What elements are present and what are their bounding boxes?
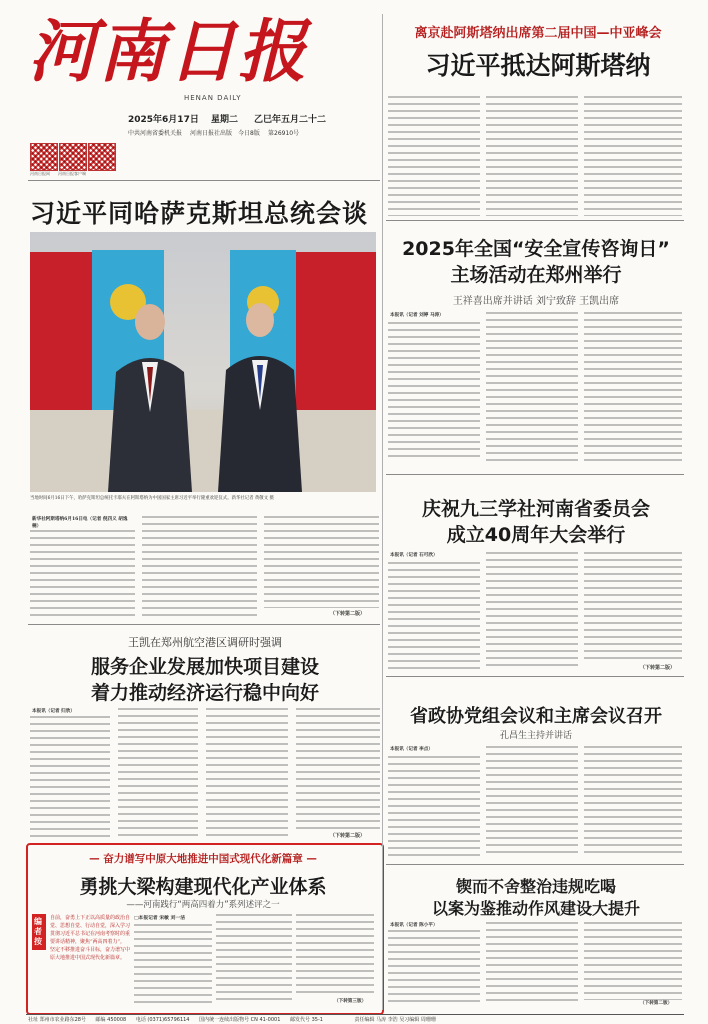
safety-headline-2: 主场活动在郑州举行 — [450, 264, 622, 286]
lead-body — [30, 530, 135, 620]
series-body — [134, 924, 212, 1004]
series-headline: 勇挑大梁构建现代化产业体系 — [79, 876, 327, 898]
jiusan-headline: 庆祝九三学社河南省委员会 — [421, 498, 650, 520]
lead-byline: 新华社阿斯塔纳6月16日电（记者 倪四义 胡逸楠） — [32, 517, 128, 529]
continued-note: （下转第三版） — [334, 999, 367, 1004]
series-body — [296, 914, 374, 996]
airport-byline: 本报讯（记者 归欣） — [32, 709, 75, 714]
qr-code-icon[interactable] — [59, 143, 87, 171]
rectify-body — [486, 922, 578, 1006]
cppcc-subhead: 孔昌生主持并讲话 — [499, 731, 572, 741]
issue-date: 2025年6月17日 — [128, 115, 199, 125]
series-kicker: — 奋力谱写中原大地推进中国式现代化新篇章 — — [89, 853, 317, 865]
footer-phone: 电话 (0371)65796114 — [135, 1017, 190, 1023]
series-byline: □本报记者 宋敏 刘一洁 — [134, 915, 186, 921]
editor-note-label: 编者按 — [32, 914, 46, 950]
airport-body — [296, 708, 380, 830]
lead-photo — [30, 232, 376, 492]
qr-caption: 河南日报客户端 — [58, 171, 86, 176]
flags-and-leaders — [30, 232, 376, 492]
series-body — [216, 914, 292, 1004]
airport-headline: 服务企业发展加快项目建设 — [90, 656, 319, 678]
lead-body — [264, 516, 379, 608]
safety-body — [486, 312, 578, 462]
footer-cn: 国内统一连续出版物号 CN 41-0001 — [199, 1017, 281, 1023]
airport-headline-2: 着力推动经济运行稳中向好 — [90, 682, 319, 704]
airport-kicker: 王凯在郑州航空港区调研时强调 — [128, 636, 282, 649]
issue-weekday: 星期二 — [211, 115, 239, 125]
footer-address: 社址 郑州市农业路东28号 — [28, 1017, 86, 1023]
continued-note: （下转第二版） — [330, 611, 366, 617]
top-right-body — [584, 96, 682, 216]
rectify-headline-2: 以案为鉴推动作风建设大提升 — [431, 899, 640, 918]
photo-caption: 当地时间6月16日下午，哈萨克斯坦总统托卡耶夫在阿斯塔纳为中国国家主席习近平举行隆重欢迎仪式。新华社记者 黄敬文 摄 — [30, 496, 274, 501]
cppcc-body — [388, 756, 480, 856]
footer-postcode: 邮编 450008 — [95, 1017, 127, 1023]
rectify-byline: 本报讯（记者 陈小平） — [390, 923, 438, 928]
footer-postal: 邮发代号 35-1 — [290, 1017, 323, 1023]
publisher-2: 河南日报社出版 — [190, 130, 233, 137]
top-kicker: 离京赴阿斯塔纳出席第二届中国—中亚峰会 — [414, 26, 662, 41]
cppcc-body — [584, 746, 682, 856]
cppcc-body — [486, 746, 578, 856]
qr-code-icon[interactable] — [30, 143, 58, 171]
top-right-body — [388, 96, 480, 216]
editor-note: 自前，奋勇上下正以高质量的政治自觉、思想自觉、行动自觉，深入学习贯彻习近平总书记在河南考察时的重要讲话精神，聚焦“两高四着力”，坚定不移推进奋斗目标，奋力谱写中原大地推进中国式现代化新篇章。 — [50, 915, 130, 961]
cppcc-headline: 省政协党组会议和主席会议召开 — [410, 706, 662, 727]
airport-body — [30, 716, 110, 838]
cppcc-byline: 本报讯（记者 李点） — [390, 747, 433, 752]
safety-headline: 2025年全国“安全宣传咨询日” — [402, 238, 670, 260]
footer — [28, 1016, 684, 1024]
jiusan-body — [388, 562, 480, 670]
airport-body — [118, 708, 198, 838]
safety-byline: 本报讯（记者 刘婷 马涛） — [390, 313, 444, 318]
continued-note: （下转第二版） — [330, 833, 366, 839]
continued-note: （下转第二版） — [640, 665, 676, 671]
lead-body — [142, 516, 257, 620]
continued-note: （下转第二版） — [640, 1001, 673, 1006]
series-subhead: ——河南践行“两高四着力”系列述评之一 — [126, 900, 280, 910]
top-headline: 习近平抵达阿斯塔纳 — [425, 51, 651, 80]
masthead-pinyin: HENAN DAILY — [184, 94, 242, 102]
jiusan-byline: 本报讯（记者 石可欣） — [390, 553, 438, 558]
issue-lunar: 乙巳年五月二十二 — [254, 115, 327, 125]
masthead-title: 河南日报 — [28, 12, 309, 92]
top-right-body — [486, 96, 578, 216]
page-count: 今日8版 — [238, 130, 260, 137]
lead-headline: 习近平同哈萨克斯坦总统会谈 — [30, 199, 369, 228]
safety-subhead: 王祥喜出席并讲话 刘宁致辞 王凯出席 — [452, 296, 620, 307]
qr-caption: 河南日报网 — [30, 171, 50, 176]
rectify-body — [584, 922, 682, 1000]
footer-editors: 责任编辑 马涛 李浩 吴习编辑 周珊珊 — [354, 1017, 436, 1023]
jiusan-body — [584, 552, 682, 662]
rectify-headline: 锲而不舍整治违规吃喝 — [455, 877, 616, 896]
qr-code-icon[interactable] — [88, 143, 116, 171]
airport-body — [206, 708, 288, 838]
jiusan-body — [486, 552, 578, 670]
rectify-body — [388, 930, 480, 1006]
safety-body — [388, 322, 480, 462]
publisher: 中共河南省委机关报 — [128, 130, 183, 137]
jiusan-headline-2: 成立40周年大会举行 — [446, 524, 626, 546]
issue-number: 第26910号 — [268, 130, 300, 137]
safety-body — [584, 312, 682, 462]
